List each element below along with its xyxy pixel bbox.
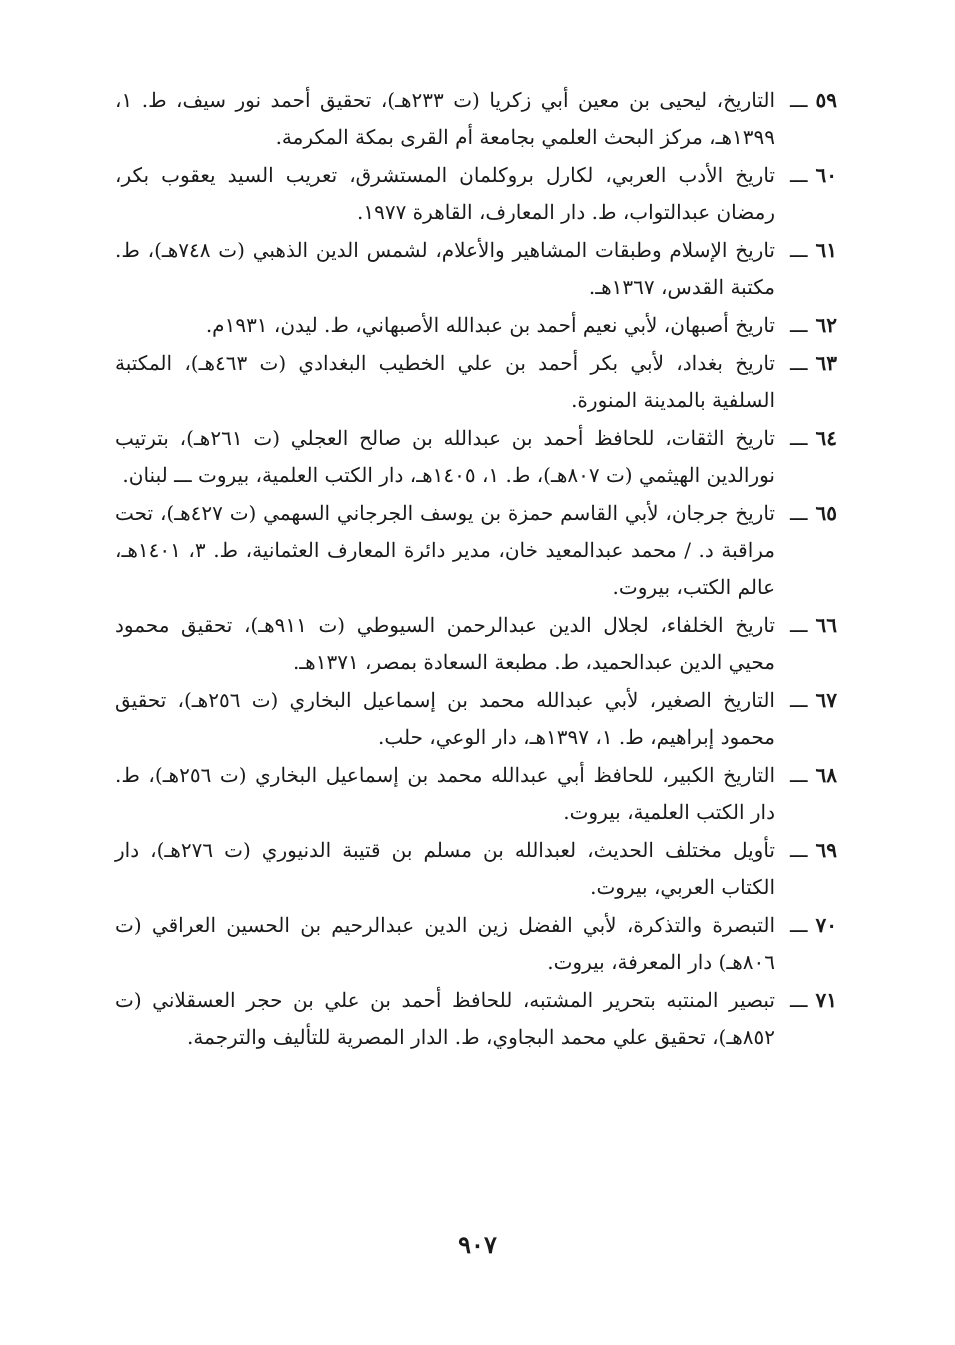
entry-text: تبصير المنتبه بتحرير المشتبه، للحافظ أحمد بن علي بن حجر العسقلاني (ت ٨٥٢هـ)، تحقيق علي محمد البجاوي، ط. الدار المصرية للتأليف والترجمة. xyxy=(115,988,775,1049)
bibliography-entry-69 xyxy=(115,832,837,906)
bibliography-entry-64 xyxy=(115,420,837,494)
entry-number: ٦٤ـــ xyxy=(789,426,837,450)
bibliography-entry-67 xyxy=(115,682,837,756)
entry-number: ٥٩ـــ xyxy=(789,88,837,112)
entry-text: تاريخ الثقات، للحافظ أحمد بن عبدالله بن صالح العجلي (ت ٢٦١هـ)، بترتيب نورالدين الهيثمي (ت ٨٠٧هـ)، ط. ١، ١٤٠٥هـ، دار الكتب العلمية، بيروت ـــ لبنان. xyxy=(115,426,775,487)
entry-number: ٦١ـــ xyxy=(789,238,837,262)
entry-number: ٦٠ـــ xyxy=(789,163,837,187)
entry-text: تاريخ الأدب العربي، لكارل بروكلمان المستشرق، تعريب السيد يعقوب بكر، رمضان عبدالتواب، ط. دار المعارف، القاهرة ١٩٧٧. xyxy=(115,163,775,224)
entry-text: تاريخ الإسلام وطبقات المشاهير والأعلام، لشمس الدين الذهبي (ت ٧٤٨هـ)، ط. مكتبة القدس، ١٣٦٧هـ. xyxy=(115,238,776,299)
entry-text: التاريخ، ليحيى بن معين أبي زكريا (ت ٢٣٣هـ)، تحقيق أحمد نور سيف، ط. ١، ١٣٩٩هـ، مركز البحث العلمي بجامعة أم القرى بمكة المكرمة. xyxy=(115,88,776,149)
entry-number: ٧٠ـــ xyxy=(789,913,837,937)
entry-text: تاريخ أصبهان، لأبي نعيم أحمد بن عبدالله الأصبهاني، ط. ليدن، ١٩٣١م. xyxy=(205,313,775,337)
bibliography-entry-68 xyxy=(115,757,837,831)
entry-text: التاريخ الصغير، لأبي عبدالله محمد بن إسماعيل البخاري (ت ٢٥٦هـ)، تحقيق محمود إبراهيم، ط. ١، ١٣٩٧هـ، دار الوعي، حلب. xyxy=(115,688,775,749)
entry-text: تاريخ الخلفاء، لجلال الدين عبدالرحمن السيوطي (ت ٩١١هـ)، تحقيق محمود محيي الدين عبدالحميد، ط. مطبعة السعادة بمصر، ١٣٧١هـ. xyxy=(115,613,775,674)
bibliography-entry-60 xyxy=(115,157,837,231)
entry-number: ٦٩ـــ xyxy=(789,838,837,862)
bibliography-entry-59 xyxy=(115,82,837,156)
bibliography-entry-63 xyxy=(115,345,837,419)
entry-text: تاريخ جرجان، لأبي القاسم حمزة بن يوسف الجرجاني السهمي (ت ٤٢٧هـ)، تحت مراقبة د. / محمد عبدالمعيد خان، مدير دائرة المعارف العثمانية، ط. ٣، ١٤٠١هـ، عالم الكتب، بيروت. xyxy=(115,501,775,599)
entry-number: ٦٨ـــ xyxy=(789,763,837,787)
bibliography-entry-70 xyxy=(115,907,837,981)
entry-text: تأويل مختلف الحديث، لعبدالله بن مسلم بن قتيبة الدنيوري (ت ٢٧٦هـ)، دار الكتاب العربي، بيروت. xyxy=(115,838,775,899)
entry-number: ٦٣ـــ xyxy=(789,351,837,375)
entry-number: ٧١ـــ xyxy=(789,988,837,1012)
entry-text: التاريخ الكبير، للحافظ أبي عبدالله محمد بن إسماعيل البخاري (ت ٢٥٦هـ)، ط. دار الكتب العلمية، بيروت. xyxy=(115,763,776,824)
entry-number: ٦٢ـــ xyxy=(789,313,837,337)
page-number: ٩٠٧ xyxy=(458,1230,497,1259)
entry-number: ٦٥ـــ xyxy=(789,501,837,525)
bibliography-entry-66 xyxy=(115,607,837,681)
entry-text: تاريخ بغداد، لأبي بكر أحمد بن علي الخطيب البغدادي (ت ٤٦٣هـ)، المكتبة السلفية بالمدينة المنورة. xyxy=(115,351,775,412)
entry-text: التبصرة والتذكرة، لأبي الفضل زين الدين عبدالرحيم بن الحسين العراقي (ت ٨٠٦هـ) دار المعرفة، بيروت. xyxy=(115,913,775,974)
bibliography-entry-62 xyxy=(115,307,837,344)
bibliography-list xyxy=(115,82,837,1057)
bibliography-entry-61 xyxy=(115,232,837,306)
bibliography-entry-65 xyxy=(115,495,837,606)
bibliography-entry-71 xyxy=(115,982,837,1056)
entry-number: ٦٦ـــ xyxy=(789,613,837,637)
entry-number: ٦٧ـــ xyxy=(789,688,837,712)
